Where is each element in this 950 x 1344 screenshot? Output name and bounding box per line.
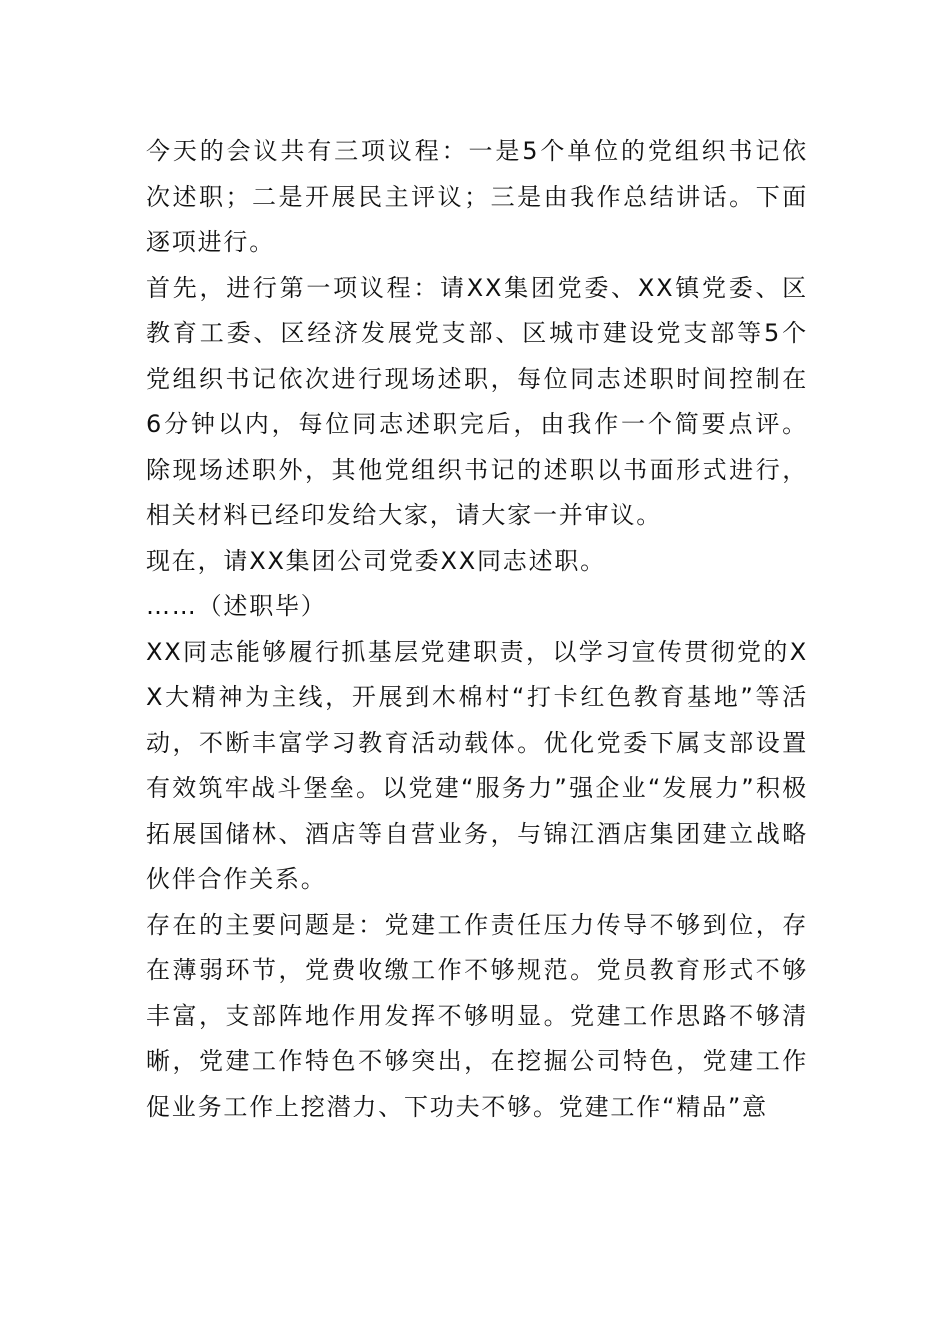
paragraph-main-problems: 存在的主要问题是：党建工作责任压力传导不够到位，存在薄弱环节，党费收缴工作不够规范。党员教育形式不够丰富，支部阵地作用发挥不够明显。党建工作思路不够清晰，党建工作特色不够突出，在挖掘公司特色，党建工作促业务工作上挖潜力、下功夫不够。党建工作“精品”意	[146, 910, 808, 1121]
paragraph-performance-review: XX同志能够履行抓基层党建职责，以学习宣传贯彻党的XX大精神为主线，开展到木棉村“打卡红色教育基地”等活动，不断丰富学习教育活动载体。优化党委下属支部设置有效筑牢战斗堡垒。以党建“服务力”强企业“发展力”积极拓展国储林、酒店等自营业务，与锦江酒店集团建立战略伙伴合作关系。	[146, 637, 808, 893]
paragraph-invite-speaker: 现在，请XX集团公司党委XX同志述职。	[146, 546, 606, 575]
document-body	[146, 129, 808, 1130]
paragraph-agenda-overview: 今天的会议共有三项议程：一是5个单位的党组织书记依次述职；二是开展民主评议；三是由我作总结讲话。下面逐项进行。	[146, 137, 808, 256]
paragraph-report-finished: ……（述职毕）	[146, 592, 327, 620]
paragraph-first-agenda-item: 首先，进行第一项议程：请XX集团党委、XX镇党委、区教育工委、区经济发展党支部、区城市建设党支部等5个党组织书记依次进行现场述职，每位同志述职时间控制在6分钟以内，每位同志述职完后，由我作一个简要点评。除现场述职外，其他党组织书记的述职以书面形式进行，相关材料已经印发给大家，请大家一并审议。	[146, 273, 808, 529]
